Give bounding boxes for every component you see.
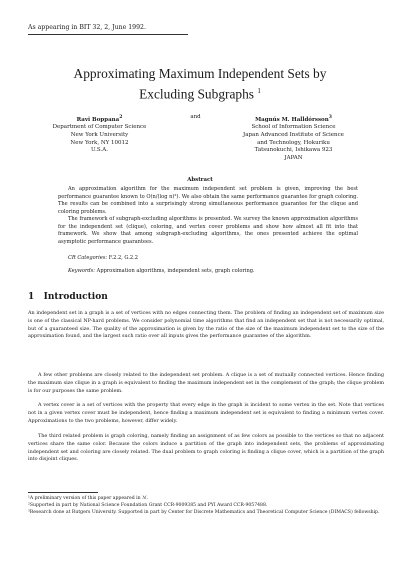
- author-left-line-3: New York, NY 10012: [70, 139, 129, 146]
- author-left-line-2: New York University: [70, 132, 129, 139]
- title-footnote-mark: 1: [257, 86, 261, 95]
- keywords: [68, 268, 255, 274]
- cr-categories: [68, 255, 138, 261]
- cr-value: F.2.2, G.2.2: [108, 255, 139, 261]
- author-right-name: Magnús M. Halldórsson: [255, 116, 329, 123]
- author-left-line-1: Department of Computer Science: [52, 124, 147, 131]
- author-right-line-3: and Technology, Hokuriku: [257, 139, 330, 146]
- abstract-paragraph-1: An approximation algorithm for the maximum independent set problem is given, improving the best performance guarantee known to O(n/(log n)²). We also obtain the same performance guarantee for graph coloring. The results can be combined into a surprisingly strong simultaneous performance guarantee for the clique and coloring problems.: [58, 186, 358, 215]
- footnote-2: ²Supported in part by National Science Foundation Grant CCR-9009385 and PYI Award CCR-9057488.: [28, 503, 268, 508]
- section-title: Introduction: [43, 292, 108, 302]
- author-right-mark: 3: [328, 115, 332, 120]
- appearing-underline: [28, 34, 188, 35]
- author-right-line-5: JAPAN: [284, 154, 303, 161]
- author-left-name: Ravi Boppana: [76, 116, 120, 123]
- cr-label: CR Categories:: [68, 255, 108, 261]
- title-line-1: Approximating Maximum Independent Sets by: [73, 66, 327, 81]
- intro-paragraph-4: The third related problem is graph coloring, namely finding an assignment of as few colors as possible to the vertices so that no adjacent vertices share the same color. Because the colors induce a partition of the graph into independent sets, the problems of approximating independent set and coloring are closely related. The dual problem to graph coloring is finding a clique cover, which is a partition of the graph into disjoint cliques.: [28, 433, 384, 463]
- paper-title: [0, 66, 400, 102]
- author-right: [206, 114, 381, 162]
- author-right-name-line: [206, 114, 381, 124]
- title-line-2: [0, 83, 400, 103]
- intro-paragraph-3: A vertex cover is a set of vertices with the property that every edge in the graph is incident to some vertex in the set. Note that vertices not in a given vertex cover must be independent, hence finding a maximum independent set is equivalent to finding a minimum vertex cover. Approximations to the two problems, however, differ widely.: [28, 402, 384, 424]
- author-right-line-4: Tatsunokuchi, Ishikawa 923: [254, 147, 333, 154]
- appearing-note: As appearing in BIT 32, 2, June 1992.: [28, 24, 146, 31]
- abstract-paragraph-2: The framework of subgraph-excluding algorithms is presented. We survey the known approximation algorithms for the independent set (clique), coloring, and vertex cover problems and show how almost all fit into that framework. We show that among subgraph-excluding algorithms, the ones presented achieve the optimal asymptotic performance guarantees.: [58, 216, 358, 245]
- author-left: [42, 114, 157, 155]
- kw-value: Approximation algorithms, independent sets, graph coloring.: [96, 268, 255, 274]
- footnote-3: ³Research done at Rutgers University. Supported in part by Center for Discrete Mathematics and Theoretical Computer Science (DIMACS) fellowship.: [28, 510, 380, 515]
- kw-label: Keywords:: [68, 268, 96, 274]
- intro-paragraph-2: A few other problems are closely related to the independent set problem. A clique is a set of mutually connected vertices. Hence finding the maximum size clique in a graph is equivalent to finding the maximum independent set in the complement of the graph; the clique problem is for our purposes the same problem.: [28, 372, 384, 394]
- abstract-heading: Abstract: [187, 177, 213, 183]
- author-left-mark: 2: [119, 115, 123, 120]
- author-right-line-2: Japan Advanced Institute of Science: [243, 132, 344, 139]
- footnote-1: ¹A preliminary version of this paper appeared in ℳ.: [28, 496, 149, 501]
- author-left-line-4: U.S.A.: [91, 147, 108, 154]
- section-heading: [28, 292, 108, 302]
- author-right-line-1: School of Information Science: [251, 124, 336, 131]
- section-number: 1: [28, 292, 35, 302]
- intro-paragraph-1: An independent set in a graph is a set of vertices with no edges connecting them. The problem of finding an independent set of maximum size is one of the classical NP-hard problems. We consider polynomial time algorithms that find an independent set that is not necessarily optimal, but of a guaranteed size. The quality of the approximation is given by the ratio of the size of the maximum independent set to the size of the approximation found, and the largest such ratio over all inputs gives the performance guarantee of the algorithm.: [28, 310, 384, 340]
- and-separator: and: [190, 114, 201, 120]
- author-left-name-line: [42, 114, 157, 124]
- title-line-2-text: Excluding Subgraphs: [139, 85, 255, 101]
- footnote-rule: [28, 492, 98, 493]
